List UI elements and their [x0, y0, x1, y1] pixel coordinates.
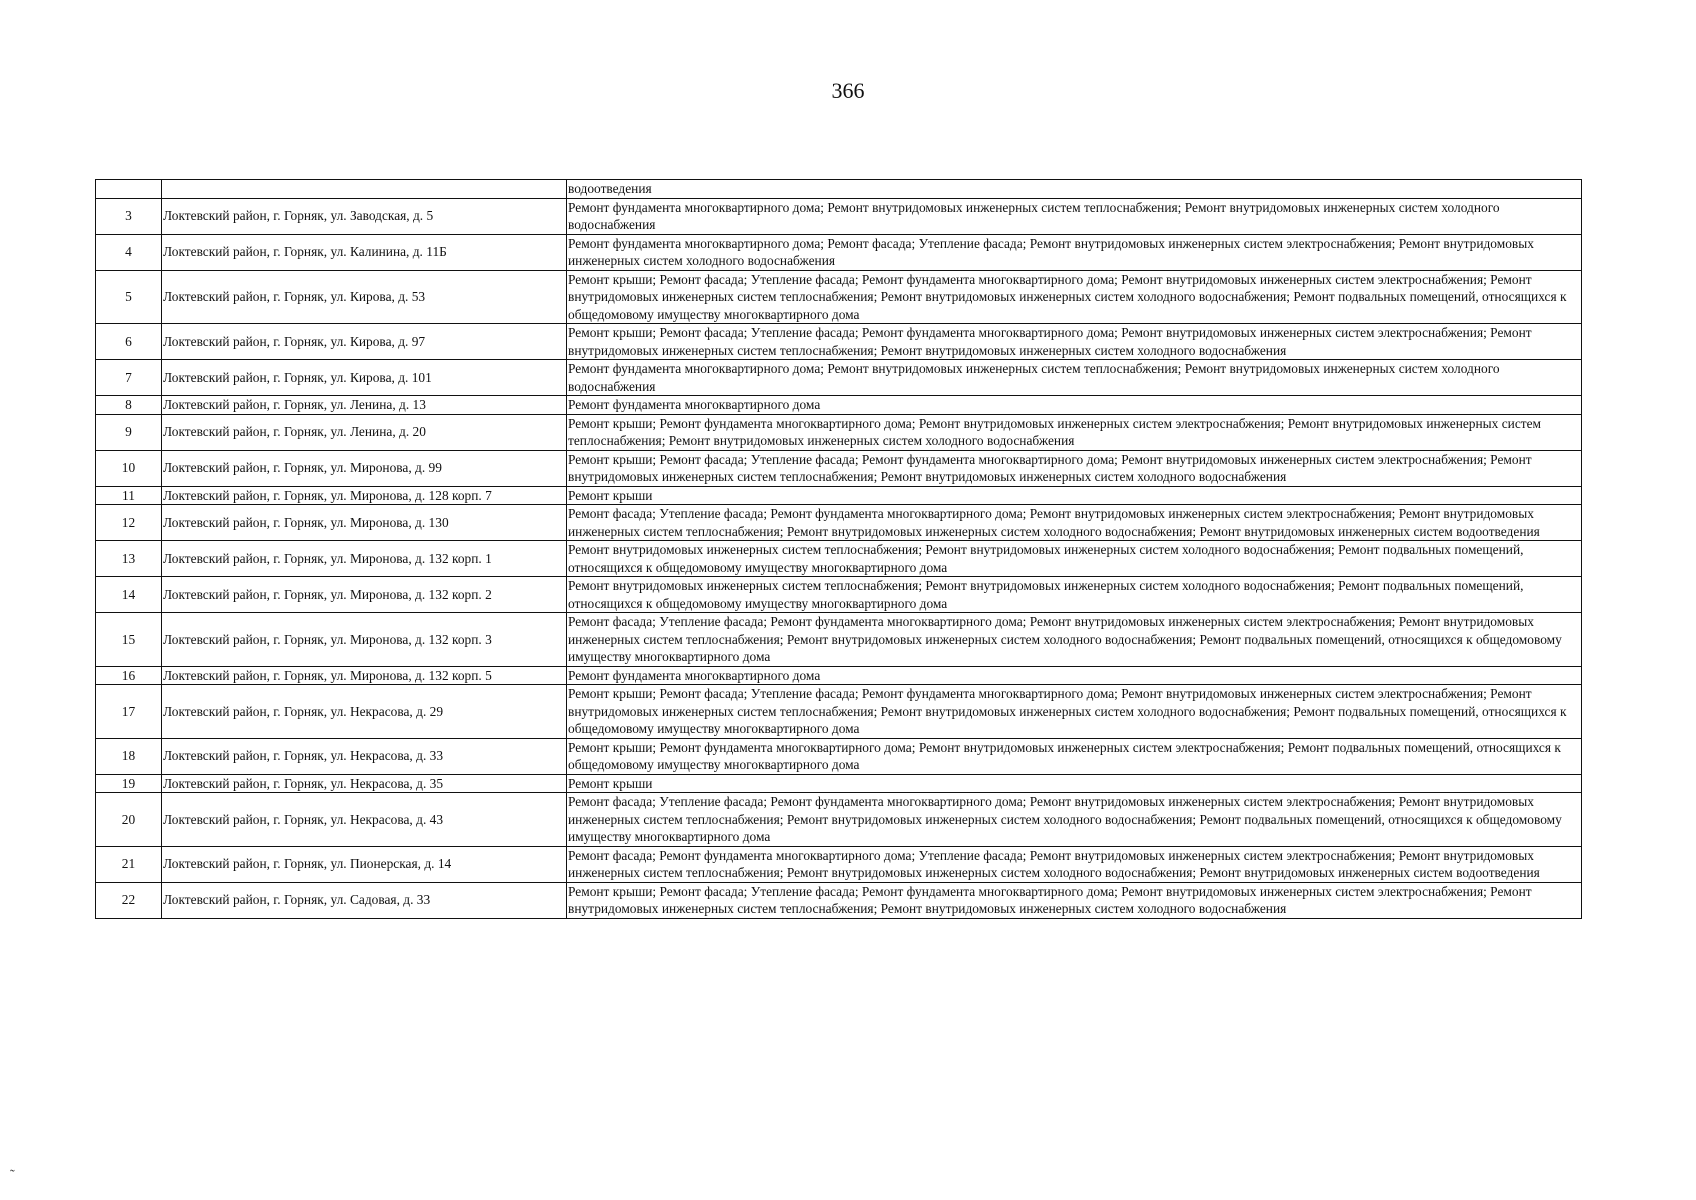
row-number: 14: [96, 577, 162, 613]
row-number: 8: [96, 396, 162, 415]
row-address: Локтевский район, г. Горняк, ул. Некрасова, д. 33: [162, 738, 567, 774]
row-number: 15: [96, 613, 162, 667]
row-address: Локтевский район, г. Горняк, ул. Кирова, д. 97: [162, 324, 567, 360]
row-works: Ремонт крыши; Ремонт фасада; Утепление фасада; Ремонт фундамента многоквартирного дома; Ремонт внутридомовых инженерных систем электроснабжения; Ремонт внутридомовых инженерных систем теплоснабжения; Ремонт внутридомовых инженерных систем холодного водоснабжения: [567, 324, 1582, 360]
row-works: Ремонт крыши; Ремонт фасада; Утепление фасада; Ремонт фундамента многоквартирного дома; Ремонт внутридомовых инженерных систем электроснабжения; Ремонт внутридомовых инженерных систем теплоснабжения; Ремонт внутридомовых инженерных систем холодного водоснабжения; Ремонт подвальных помещений, относящихся к общедомовому имуществу многоквартирного дома: [567, 685, 1582, 739]
row-number: 6: [96, 324, 162, 360]
table-row: [96, 450, 1582, 486]
row-number: 3: [96, 198, 162, 234]
row-number: 11: [96, 486, 162, 505]
row-works: Ремонт фундамента многоквартирного дома; Ремонт внутридомовых инженерных систем теплоснабжения; Ремонт внутридомовых инженерных систем холодного водоснабжения: [567, 360, 1582, 396]
row-address: Локтевский район, г. Горняк, ул. Кирова, д. 101: [162, 360, 567, 396]
repair-works-table: [95, 179, 1582, 919]
table-row: [96, 486, 1582, 505]
row-address: Локтевский район, г. Горняк, ул. Миронова, д. 130: [162, 505, 567, 541]
row-number: 12: [96, 505, 162, 541]
table-row: [96, 324, 1582, 360]
table-row: [96, 541, 1582, 577]
row-number: 10: [96, 450, 162, 486]
row-number: 18: [96, 738, 162, 774]
row-address: Локтевский район, г. Горняк, ул. Пионерская, д. 14: [162, 846, 567, 882]
table-row: [96, 198, 1582, 234]
table-row: [96, 396, 1582, 415]
table-row: [96, 774, 1582, 793]
row-works: Ремонт крыши; Ремонт фасада; Утепление фасада; Ремонт фундамента многоквартирного дома; Ремонт внутридомовых инженерных систем электроснабжения; Ремонт внутридомовых инженерных систем теплоснабжения; Ремонт внутридомовых инженерных систем холодного водоснабжения: [567, 882, 1582, 918]
table-row: [96, 685, 1582, 739]
row-number: 9: [96, 414, 162, 450]
row-address: Локтевский район, г. Горняк, ул. Миронова, д. 132 корп. 5: [162, 666, 567, 685]
row-works: Ремонт фасада; Утепление фасада; Ремонт фундамента многоквартирного дома; Ремонт внутридомовых инженерных систем электроснабжения; Ремонт внутридомовых инженерных систем теплоснабжения; Ремонт внутридомовых инженерных систем холодного водоснабжения; Ремонт подвальных помещений, относящихся к общедомовому имуществу многоквартирного дома: [567, 613, 1582, 667]
row-works: Ремонт фундамента многоквартирного дома: [567, 666, 1582, 685]
row-number: 16: [96, 666, 162, 685]
row-number: 5: [96, 270, 162, 324]
table-row: [96, 577, 1582, 613]
table-row: [96, 505, 1582, 541]
row-address: Локтевский район, г. Горняк, ул. Калинина, д. 11Б: [162, 234, 567, 270]
row-number: 22: [96, 882, 162, 918]
row-address: Локтевский район, г. Горняк, ул. Садовая, д. 33: [162, 882, 567, 918]
row-number: 19: [96, 774, 162, 793]
row-address: Локтевский район, г. Горняк, ул. Миронова, д. 128 корп. 7: [162, 486, 567, 505]
row-address: Локтевский район, г. Горняк, ул. Ленина, д. 20: [162, 414, 567, 450]
row-works: Ремонт фундамента многоквартирного дома: [567, 396, 1582, 415]
table-row: [96, 882, 1582, 918]
row-works: Ремонт крыши; Ремонт фундамента многоквартирного дома; Ремонт внутридомовых инженерных систем электроснабжения; Ремонт подвальных помещений, относящихся к общедомовому имуществу многоквартирного дома: [567, 738, 1582, 774]
table-body: [96, 180, 1582, 919]
row-address: Локтевский район, г. Горняк, ул. Заводская, д. 5: [162, 198, 567, 234]
row-works: Ремонт крыши; Ремонт фундамента многоквартирного дома; Ремонт внутридомовых инженерных систем электроснабжения; Ремонт внутридомовых инженерных систем теплоснабжения; Ремонт внутридомовых инженерных систем холодного водоснабжения: [567, 414, 1582, 450]
row-works: Ремонт крыши; Ремонт фасада; Утепление фасада; Ремонт фундамента многоквартирного дома; Ремонт внутридомовых инженерных систем электроснабжения; Ремонт внутридомовых инженерных систем теплоснабжения; Ремонт внутридомовых инженерных систем холодного водоснабжения; Ремонт подвальных помещений, относящихся к общедомовому имуществу многоквартирного дома: [567, 270, 1582, 324]
row-number: 13: [96, 541, 162, 577]
row-address: Локтевский район, г. Горняк, ул. Миронова, д. 99: [162, 450, 567, 486]
row-works: Ремонт крыши: [567, 486, 1582, 505]
table-row: [96, 613, 1582, 667]
row-works: Ремонт фасада; Утепление фасада; Ремонт фундамента многоквартирного дома; Ремонт внутридомовых инженерных систем электроснабжения; Ремонт внутридомовых инженерных систем теплоснабжения; Ремонт внутридомовых инженерных систем холодного водоснабжения; Ремонт подвальных помещений, относящихся к общедомовому имуществу многоквартирного дома: [567, 793, 1582, 847]
row-number: 7: [96, 360, 162, 396]
row-number: 17: [96, 685, 162, 739]
row-works: Ремонт внутридомовых инженерных систем теплоснабжения; Ремонт внутридомовых инженерных систем холодного водоснабжения; Ремонт подвальных помещений, относящихся к общедомовому имуществу многоквартирного дома: [567, 541, 1582, 577]
table-row: [96, 738, 1582, 774]
row-address: Локтевский район, г. Горняк, ул. Некрасова, д. 35: [162, 774, 567, 793]
table-row: [96, 414, 1582, 450]
page-number: 366: [831, 78, 865, 103]
table-row: [96, 666, 1582, 685]
row-works: Ремонт фундамента многоквартирного дома; Ремонт внутридомовых инженерных систем теплоснабжения; Ремонт внутридомовых инженерных систем холодного водоснабжения: [567, 198, 1582, 234]
table-row: [96, 234, 1582, 270]
table-row-continuation: [96, 180, 1582, 199]
row-address: Локтевский район, г. Горняк, ул. Ленина, д. 13: [162, 396, 567, 415]
table-row: [96, 270, 1582, 324]
row-address: Локтевский район, г. Горняк, ул. Некрасова, д. 29: [162, 685, 567, 739]
row-address: Локтевский район, г. Горняк, ул. Миронова, д. 132 корп. 3: [162, 613, 567, 667]
table-row: [96, 360, 1582, 396]
row-works: Ремонт фасада; Утепление фасада; Ремонт фундамента многоквартирного дома; Ремонт внутридомовых инженерных систем электроснабжения; Ремонт внутридомовых инженерных систем теплоснабжения; Ремонт внутридомовых инженерных систем холодного водоснабжения; Ремонт внутридомовых инженерных систем водоотведения: [567, 505, 1582, 541]
row-works: Ремонт фасада; Ремонт фундамента многоквартирного дома; Утепление фасада; Ремонт внутридомовых инженерных систем электроснабжения; Ремонт внутридомовых инженерных систем теплоснабжения; Ремонт внутридомовых инженерных систем холодного водоснабжения; Ремонт внутридомовых инженерных систем водоотведения: [567, 846, 1582, 882]
row-number: 4: [96, 234, 162, 270]
row-address: Локтевский район, г. Горняк, ул. Миронова, д. 132 корп. 2: [162, 577, 567, 613]
row-address: [162, 180, 567, 199]
row-works: Ремонт крыши: [567, 774, 1582, 793]
row-number: [96, 180, 162, 199]
row-works: Ремонт фундамента многоквартирного дома; Ремонт фасада; Утепление фасада; Ремонт внутридомовых инженерных систем электроснабжения; Ремонт внутридомовых инженерных систем холодного водоснабжения: [567, 234, 1582, 270]
row-works: Ремонт крыши; Ремонт фасада; Утепление фасада; Ремонт фундамента многоквартирного дома; Ремонт внутридомовых инженерных систем электроснабжения; Ремонт внутридомовых инженерных систем теплоснабжения; Ремонт внутридомовых инженерных систем холодного водоснабжения: [567, 450, 1582, 486]
row-number: 20: [96, 793, 162, 847]
row-works: Ремонт внутридомовых инженерных систем теплоснабжения; Ремонт внутридомовых инженерных систем холодного водоснабжения; Ремонт подвальных помещений, относящихся к общедомовому имуществу многоквартирного дома: [567, 577, 1582, 613]
row-address: Локтевский район, г. Горняк, ул. Кирова, д. 53: [162, 270, 567, 324]
row-works: водоотведения: [567, 180, 1582, 199]
row-number: 21: [96, 846, 162, 882]
row-address: Локтевский район, г. Горняк, ул. Миронова, д. 132 корп. 1: [162, 541, 567, 577]
row-address: Локтевский район, г. Горняк, ул. Некрасова, д. 43: [162, 793, 567, 847]
table-row: [96, 846, 1582, 882]
scan-mark: ˜: [10, 1168, 15, 1183]
table-row: [96, 793, 1582, 847]
